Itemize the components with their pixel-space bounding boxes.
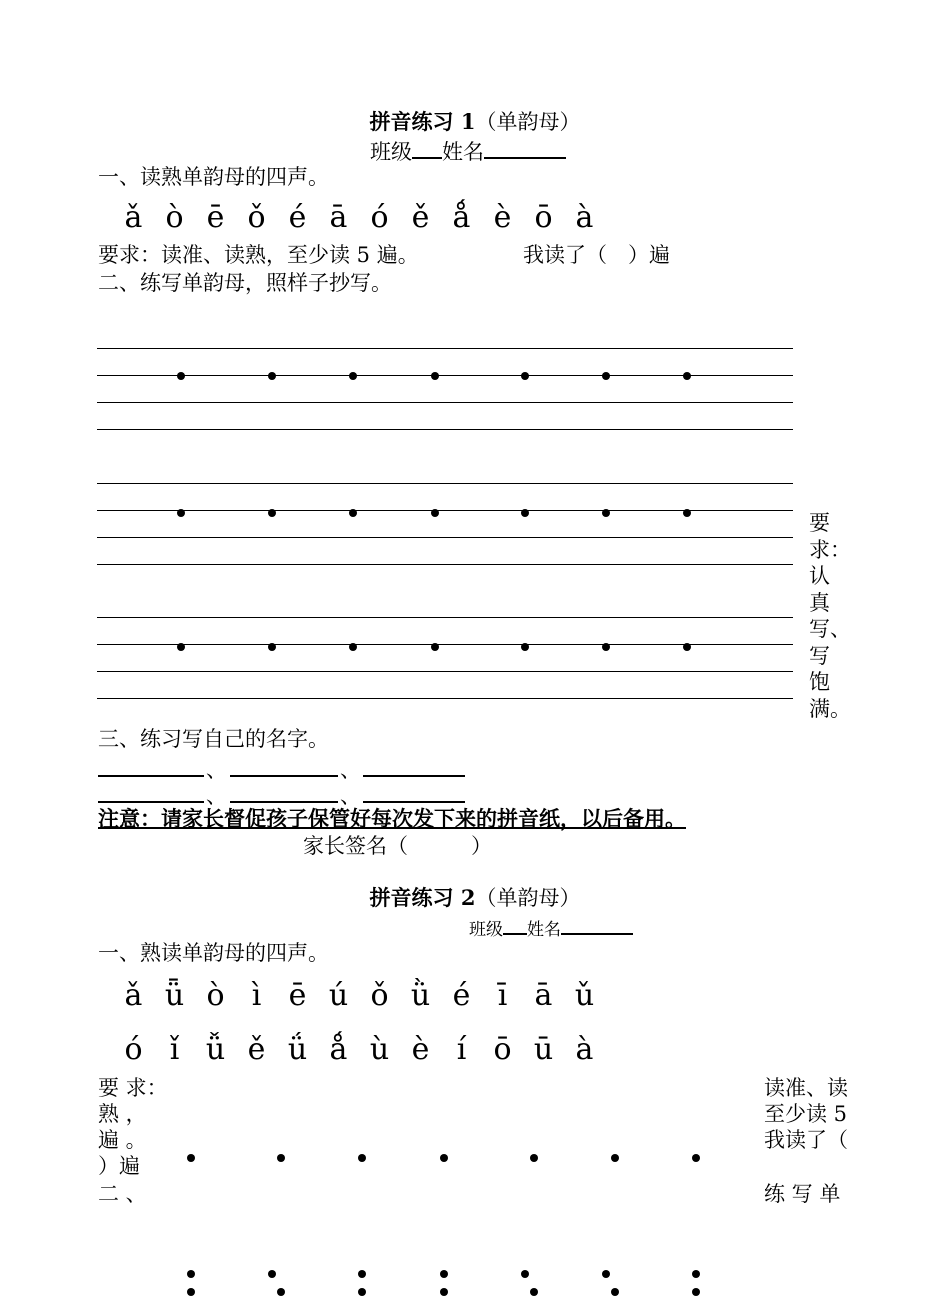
writing-line	[97, 402, 793, 403]
guide-dot	[187, 1288, 195, 1296]
pinyin-letter: è	[411, 1032, 430, 1067]
class-blank[interactable]	[503, 916, 527, 935]
pinyin-letter: ì	[251, 978, 262, 1013]
guide-dot	[431, 643, 439, 651]
pinyin-letter: ǖ	[164, 978, 185, 1013]
side-note-char: 真	[809, 590, 830, 615]
guide-dot	[177, 643, 185, 651]
sheet2-class-name-line	[469, 915, 633, 940]
pinyin-letter: à	[575, 1032, 594, 1067]
guide-dot	[431, 372, 439, 380]
writing-line	[97, 348, 793, 349]
name-practice-blank[interactable]	[363, 775, 465, 777]
guide-dot	[349, 643, 357, 651]
separator: 、	[340, 758, 361, 782]
side-note-char: 写	[809, 643, 830, 668]
guide-dot	[268, 372, 276, 380]
guide-dot	[358, 1288, 366, 1296]
pinyin-letter: ǎ	[124, 978, 143, 1013]
separator: 、	[206, 784, 227, 808]
guide-dot	[268, 1270, 276, 1278]
pinyin-letter: ǻ	[329, 1032, 348, 1067]
guide-dot	[692, 1288, 700, 1296]
guide-dot	[358, 1270, 366, 1278]
pinyin-letter: í	[456, 1032, 467, 1067]
class-blank[interactable]	[412, 137, 442, 159]
pinyin-letter: ē	[288, 978, 307, 1013]
guide-dot	[602, 643, 610, 651]
separator: 、	[340, 784, 361, 808]
guide-dot	[530, 1154, 538, 1162]
sheet2-left-fragment: 二 、	[98, 1182, 147, 1206]
name-label: 姓名	[527, 920, 561, 940]
sheet2-left-fragment: 熟 ，	[98, 1102, 147, 1126]
side-note-char: 认	[809, 564, 830, 588]
sheet2-pinyin-row-2	[113, 1032, 605, 1068]
pinyin-letter: ǻ	[452, 200, 471, 235]
writing-line	[97, 483, 793, 484]
writing-line	[97, 537, 793, 538]
guide-dot	[349, 509, 357, 517]
name-practice-blank[interactable]	[230, 775, 338, 777]
sheet1-side-requirement	[809, 510, 849, 722]
pinyin-letter: ó	[370, 200, 389, 235]
sheet1-pinyin-row	[113, 200, 605, 236]
guide-dot	[683, 372, 691, 380]
side-note-char: 满。	[809, 696, 851, 721]
sheet2-right-fragment: 至少读 5	[764, 1102, 848, 1126]
guide-dot	[602, 509, 610, 517]
writing-line	[97, 698, 793, 699]
sheet2-pinyin-row-1	[113, 978, 605, 1014]
pinyin-letter: ā	[329, 200, 348, 235]
parent-notice: 注意：请家长督促孩子保管好每次发下来的拼音纸，以后备用。	[98, 806, 686, 831]
name-practice-blank[interactable]	[98, 775, 204, 777]
pinyin-letter: ō	[493, 1032, 512, 1067]
writing-line	[97, 671, 793, 672]
guide-dot	[602, 1270, 610, 1278]
guide-dot	[611, 1154, 619, 1162]
pinyin-letter: ū	[533, 1032, 554, 1067]
pinyin-letter: ǒ	[247, 200, 266, 235]
sheet2-section1-heading: 一、熟读单韵母的四声。	[98, 941, 329, 965]
pinyin-letter: ě	[411, 200, 430, 235]
class-label: 班级	[469, 920, 503, 940]
name-practice-blank[interactable]	[230, 801, 338, 803]
writing-line	[97, 429, 793, 430]
parent-signature: 家长签名（ ）	[303, 834, 492, 858]
sheet2-title-sub: （单韵母）	[475, 886, 581, 910]
class-label: 班级	[370, 140, 412, 164]
sheet2-left-fragment: ）遍	[98, 1154, 140, 1178]
pinyin-letter: ī	[497, 978, 508, 1013]
side-note-char: 写、	[809, 617, 851, 641]
side-note-char: 饱	[809, 670, 830, 694]
name-practice-blank[interactable]	[363, 801, 465, 803]
guide-dot	[611, 1288, 619, 1296]
sheet1-class-name-line	[370, 137, 566, 164]
sheet2-title	[0, 886, 950, 910]
pinyin-letter: ǘ	[287, 1032, 308, 1067]
sheet1-section2-heading: 二、练写单韵母，照样子抄写。	[98, 271, 392, 295]
guide-dot	[692, 1154, 700, 1162]
sheet1-requirement: 要求：读准、读熟，至少读 5 遍。	[98, 243, 419, 267]
separator: 、	[206, 758, 227, 782]
guide-dot	[521, 643, 529, 651]
guide-dot	[268, 509, 276, 517]
sheet1-title	[0, 110, 950, 134]
guide-dot	[277, 1288, 285, 1296]
sheet2-right-fragment: 我读了（	[764, 1128, 848, 1152]
guide-dot	[268, 643, 276, 651]
guide-dot	[349, 372, 357, 380]
guide-dot	[440, 1154, 448, 1162]
guide-dot	[521, 509, 529, 517]
name-blank[interactable]	[484, 137, 566, 159]
pinyin-letter: ǔ	[574, 978, 595, 1013]
side-note-char: 求：	[809, 537, 851, 562]
pinyin-letter: ǐ	[169, 1032, 180, 1067]
pinyin-letter: ò	[165, 200, 184, 235]
side-note-char: 要	[809, 511, 830, 535]
pinyin-letter: è	[493, 200, 512, 235]
guide-dot	[177, 509, 185, 517]
pinyin-letter: ō	[534, 200, 553, 235]
sheet2-right-fragment: 练 写 单	[764, 1182, 841, 1206]
pinyin-letter: ě	[247, 1032, 266, 1067]
writing-line	[97, 564, 793, 565]
guide-dot	[177, 372, 185, 380]
pinyin-letter: ǎ	[124, 200, 143, 235]
guide-dot	[530, 1288, 538, 1296]
sheet1-title-sub: （单韵母）	[475, 110, 581, 134]
pinyin-letter: ó	[124, 1032, 143, 1067]
pinyin-letter: ē	[206, 200, 225, 235]
guide-dot	[683, 509, 691, 517]
sheet1-section1-heading: 一、读熟单韵母的四声。	[98, 165, 329, 189]
sheet2-right-fragment: 读准、读	[764, 1076, 848, 1100]
guide-dot	[440, 1288, 448, 1296]
pinyin-letter: ú	[328, 978, 349, 1013]
writing-line	[97, 617, 793, 618]
pinyin-letter: ù	[369, 1032, 390, 1067]
guide-dot	[521, 372, 529, 380]
name-practice-blank[interactable]	[98, 801, 204, 803]
sheet1-title-main: 拼音练习 1	[369, 109, 476, 134]
guide-dot	[431, 509, 439, 517]
pinyin-letter: ǒ	[370, 978, 389, 1013]
guide-dot	[692, 1270, 700, 1278]
sheet1-read-times: 我读了（ ）遍	[523, 243, 670, 267]
guide-dot	[277, 1154, 285, 1162]
pinyin-letter: à	[575, 200, 594, 235]
guide-dot	[440, 1270, 448, 1278]
sheet2-left-fragment: 要 求：	[98, 1076, 168, 1100]
name-label: 姓名	[442, 140, 484, 164]
sheet2-title-main: 拼音练习 2	[369, 885, 476, 910]
name-blank[interactable]	[561, 916, 633, 935]
guide-dot	[358, 1154, 366, 1162]
guide-dot	[187, 1154, 195, 1162]
guide-dot	[602, 372, 610, 380]
guide-dot	[187, 1270, 195, 1278]
pinyin-letter: ò	[206, 978, 225, 1013]
sheet2-left-fragment: 遍 。	[98, 1128, 147, 1152]
pinyin-letter: ǜ	[410, 978, 431, 1013]
pinyin-letter: é	[288, 200, 307, 235]
pinyin-letter: ǚ	[205, 1032, 226, 1067]
guide-dot	[521, 1270, 529, 1278]
sheet1-section3-heading: 三、练习写自己的名字。	[98, 727, 329, 751]
pinyin-letter: é	[452, 978, 471, 1013]
pinyin-letter: ā	[534, 978, 553, 1013]
guide-dot	[683, 643, 691, 651]
